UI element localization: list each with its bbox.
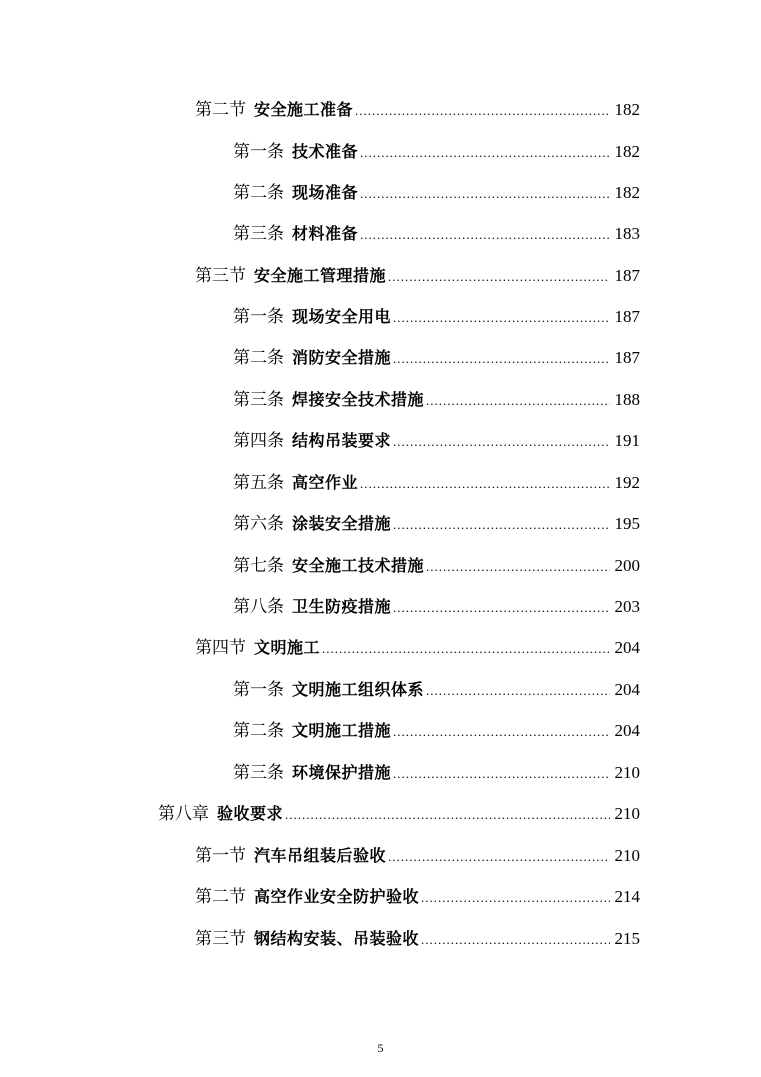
toc-entry-page: 203 xyxy=(614,597,640,616)
toc-entry-title: 技术准备 xyxy=(292,142,359,161)
toc-entry-title: 消防安全措施 xyxy=(292,348,392,367)
toc-entry-label: 第一节 xyxy=(195,846,246,866)
toc-entry-label: 第二条 xyxy=(233,721,284,741)
toc-entry[interactable] xyxy=(233,470,640,496)
toc-entry-label: 第三节 xyxy=(195,266,246,286)
toc-entry[interactable] xyxy=(195,843,640,869)
toc-entry-title: 文明施工措施 xyxy=(292,721,392,740)
toc-entry-title: 安全施工准备 xyxy=(254,100,354,119)
toc-dot-leader xyxy=(393,719,610,745)
toc-entry[interactable] xyxy=(233,511,640,537)
toc-entry-label: 第四条 xyxy=(233,431,284,451)
toc-entry[interactable] xyxy=(233,304,640,330)
toc-dot-leader xyxy=(388,844,610,870)
toc-entry-title: 现场安全用电 xyxy=(292,307,392,326)
toc-entry-label: 第五条 xyxy=(233,473,284,493)
toc-entry-title: 现场准备 xyxy=(292,183,359,202)
toc-entry[interactable] xyxy=(233,345,640,371)
toc-entry[interactable] xyxy=(233,221,640,247)
toc-entry-page: 204 xyxy=(614,721,640,740)
toc-entry[interactable] xyxy=(233,760,640,786)
toc-entry-label: 第三条 xyxy=(233,763,284,783)
toc-entry-page: 187 xyxy=(614,307,640,326)
toc-entry-page: 214 xyxy=(614,887,640,906)
toc-entry-label: 第一条 xyxy=(233,142,284,162)
toc-entry-label: 第四节 xyxy=(195,638,246,658)
toc-entry-title: 文明施工 xyxy=(254,638,321,657)
toc-entry-title: 安全施工技术措施 xyxy=(292,556,425,575)
toc-entry-page: 204 xyxy=(614,680,640,699)
toc-entry-page: 204 xyxy=(614,638,640,657)
toc-dot-leader xyxy=(393,305,610,331)
toc-dot-leader xyxy=(421,927,610,953)
toc-entry-label: 第七条 xyxy=(233,556,284,576)
toc-entry-label: 第六条 xyxy=(233,514,284,534)
toc-entry[interactable] xyxy=(158,801,640,827)
toc-entry-page: 182 xyxy=(614,100,640,119)
toc-entry-title: 涂装安全措施 xyxy=(292,514,392,533)
toc-entry-title: 环境保护措施 xyxy=(292,763,392,782)
toc-entry[interactable] xyxy=(233,387,640,413)
toc-entry-label: 第三节 xyxy=(195,929,246,949)
toc-entry-label: 第二节 xyxy=(195,100,246,120)
toc-entry[interactable] xyxy=(233,553,640,579)
toc-entry-page: 210 xyxy=(614,763,640,782)
toc-entry-page: 187 xyxy=(614,266,640,285)
toc-entry[interactable] xyxy=(195,926,640,952)
toc-entry-title: 焊接安全技术措施 xyxy=(292,390,425,409)
toc-entry-page: 192 xyxy=(614,473,640,492)
toc-entry-label: 第二条 xyxy=(233,183,284,203)
toc-entry-title: 高空作业 xyxy=(292,473,359,492)
toc-entry[interactable] xyxy=(233,180,640,206)
toc-entry-page: 183 xyxy=(614,224,640,243)
toc-entry-page: 200 xyxy=(614,556,640,575)
toc-entry-label: 第三条 xyxy=(233,390,284,410)
toc-entry-label: 第一条 xyxy=(233,307,284,327)
toc-entry-label: 第八章 xyxy=(158,804,209,824)
toc-entry-title: 汽车吊组装后验收 xyxy=(254,846,387,865)
toc-entry-label: 第二条 xyxy=(233,348,284,368)
toc-entry[interactable] xyxy=(233,428,640,454)
toc-entry-title: 结构吊装要求 xyxy=(292,431,392,450)
toc-entry-page: 210 xyxy=(614,846,640,865)
toc-entry-page: 187 xyxy=(614,348,640,367)
toc-entry-page: 215 xyxy=(614,929,640,948)
toc-entry[interactable] xyxy=(233,677,640,703)
toc-dot-leader xyxy=(360,471,610,497)
toc-entry[interactable] xyxy=(195,263,640,289)
toc-entry-label: 第二节 xyxy=(195,887,246,907)
toc-dot-leader xyxy=(393,595,610,621)
toc-dot-leader xyxy=(388,264,610,290)
toc-dot-leader xyxy=(426,678,610,704)
toc-dot-leader xyxy=(355,98,610,124)
toc-dot-leader xyxy=(426,554,610,580)
toc-dot-leader xyxy=(360,140,610,166)
toc-entry-page: 191 xyxy=(614,431,640,450)
toc-entry-title: 卫生防疫措施 xyxy=(292,597,392,616)
toc-entry-label: 第三条 xyxy=(233,224,284,244)
toc-dot-leader xyxy=(393,429,610,455)
toc-dot-leader xyxy=(360,181,610,207)
toc-entry-page: 195 xyxy=(614,514,640,533)
toc-dot-leader xyxy=(360,222,610,248)
toc-entry[interactable] xyxy=(233,139,640,165)
toc-entry[interactable] xyxy=(195,635,640,661)
toc-dot-leader xyxy=(426,388,610,414)
toc-entry-title: 安全施工管理措施 xyxy=(254,266,387,285)
toc-entry-title: 高空作业安全防护验收 xyxy=(254,887,420,906)
toc-entry-page: 182 xyxy=(614,183,640,202)
toc-entry-title: 材料准备 xyxy=(292,224,359,243)
toc-dot-leader xyxy=(393,512,610,538)
toc-entry-label: 第一条 xyxy=(233,680,284,700)
toc-entry-title: 验收要求 xyxy=(217,804,284,823)
toc-entry[interactable] xyxy=(195,97,640,123)
toc-entry-page: 210 xyxy=(614,804,640,823)
page-number: 5 xyxy=(377,1041,384,1055)
toc-entry[interactable] xyxy=(195,884,640,910)
toc-entry-title: 钢结构安装、吊装验收 xyxy=(254,929,420,948)
toc-dot-leader xyxy=(393,346,610,372)
toc-entry-title: 文明施工组织体系 xyxy=(292,680,425,699)
toc-entry-page: 182 xyxy=(614,142,640,161)
toc-dot-leader xyxy=(393,761,610,787)
toc-entry[interactable] xyxy=(233,718,640,744)
toc-dot-leader xyxy=(285,802,610,828)
toc-entry-page: 188 xyxy=(614,390,640,409)
toc-dot-leader xyxy=(421,885,610,911)
toc-entry-label: 第八条 xyxy=(233,597,284,617)
toc-entry[interactable] xyxy=(233,594,640,620)
toc-dot-leader xyxy=(322,636,610,662)
